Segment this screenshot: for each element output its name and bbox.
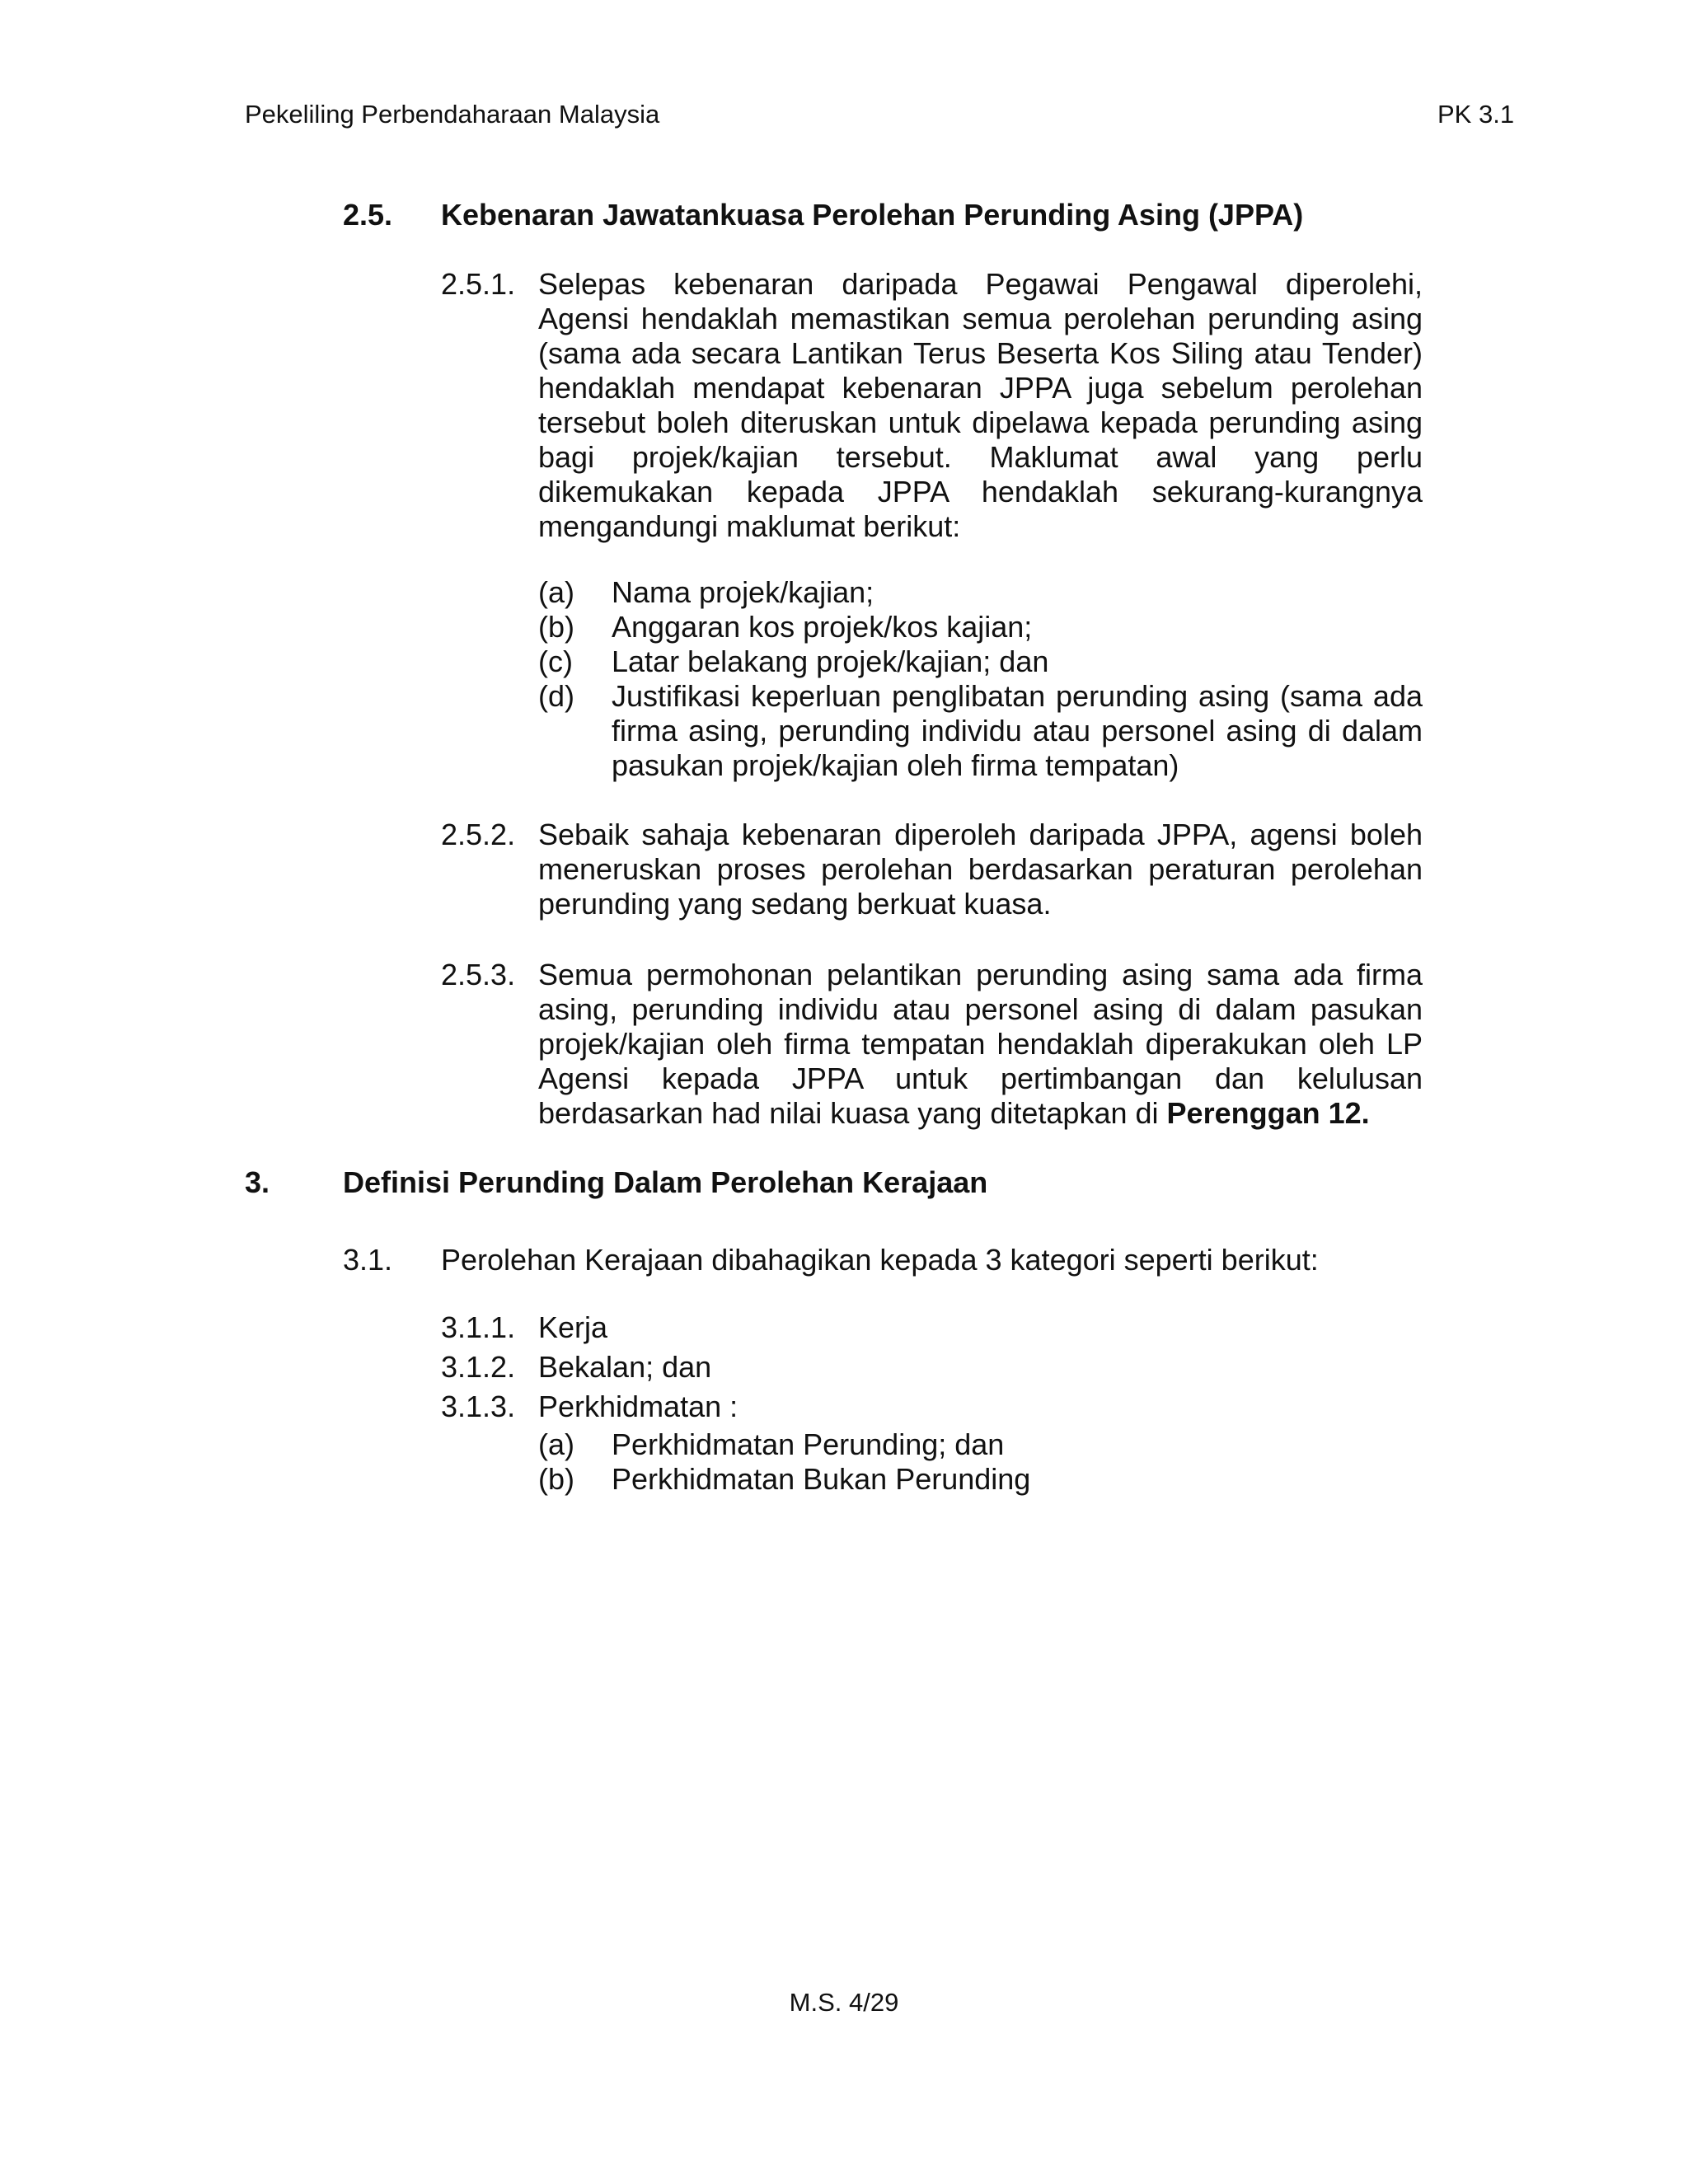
text-line: [538, 1096, 1423, 1131]
paragraph-reference: Perenggan 12.: [1166, 1096, 1370, 1130]
item-text-a: Nama projek/kajian;: [612, 575, 874, 609]
item-text-c: Latar belakang projek/kajian; dan: [612, 644, 1049, 678]
section-2-5-title: Kebenaran Jawatankuasa Perolehan Perunding Asing (JPPA): [441, 198, 1304, 232]
section-3-1-number: 3.1.: [343, 1243, 393, 1277]
text-line: dikemukakan kepada JPPA hendaklah sekurang-kurangnya: [538, 475, 1423, 509]
section-3-1-2-text: Bekalan; dan: [538, 1350, 712, 1384]
sub-item-text-b: Perkhidmatan Bukan Perunding: [612, 1462, 1031, 1496]
section-3-1-text: Perolehan Kerajaan dibahagikan kepada 3 kategori seperti berikut:: [441, 1243, 1319, 1277]
text-line: bagi projek/kajian tersebut. Maklumat awal yang perlu: [538, 440, 1423, 474]
header-title: Pekeliling Perbendaharaan Malaysia: [245, 100, 660, 129]
text-line: mengandungi maklumat berikut:: [538, 509, 961, 543]
section-3-title: Definisi Perunding Dalam Perolehan Kerajaan: [343, 1165, 988, 1199]
item-label-d: (d): [538, 679, 574, 713]
text-line: perunding yang sedang berkuat kuasa.: [538, 887, 1052, 921]
section-3-1-2-number: 3.1.2.: [441, 1350, 516, 1384]
section-2-5-1-number: 2.5.1.: [441, 267, 516, 301]
text-line: projek/kajian oleh firma tempatan hendaklah diperakukan oleh LP: [538, 1027, 1423, 1061]
section-3-1-3-number: 3.1.3.: [441, 1390, 516, 1423]
text-line: Justifikasi keperluan penglibatan perunding asing (sama ada: [612, 679, 1423, 713]
text-line: meneruskan proses perolehan berdasarkan peraturan perolehan: [538, 852, 1423, 886]
text-run: berdasarkan had nilai kuasa yang ditetapkan di: [538, 1096, 1167, 1130]
text-line: Sebaik sahaja kebenaran diperoleh daripada JPPA, agensi boleh: [538, 818, 1423, 851]
item-label-a: (a): [538, 575, 574, 609]
sub-item-label-b: (b): [538, 1462, 574, 1496]
page-number: M.S. 4/29: [789, 1988, 899, 2017]
section-2-5-3-text: [538, 958, 1423, 1131]
header-code: PK 3.1: [1437, 100, 1515, 129]
text-line: firma asing, perunding individu atau personel asing di dalam: [612, 714, 1423, 748]
text-line: (sama ada secara Lantikan Terus Beserta Kos Siling atau Tender): [538, 336, 1423, 370]
section-3-1-1-number: 3.1.1.: [441, 1310, 516, 1344]
section-3-1-3-text: Perkhidmatan :: [538, 1390, 738, 1423]
item-text-d: [612, 679, 1423, 783]
sub-item-text-a: Perkhidmatan Perunding; dan: [612, 1427, 1005, 1461]
section-2-5-2-text: [538, 818, 1423, 921]
text-line: asing, perunding individu atau personel asing di dalam pasukan: [538, 992, 1423, 1026]
item-label-b: (b): [538, 610, 574, 644]
item-label-c: (c): [538, 644, 573, 678]
text-line: Agensi kepada JPPA untuk pertimbangan dan kelulusan: [538, 1062, 1423, 1095]
section-2-5-1-text: [538, 267, 1423, 544]
section-2-5-3-number: 2.5.3.: [441, 958, 516, 991]
text-line: Semua permohonan pelantikan perunding asing sama ada firma: [538, 958, 1423, 991]
text-line: Selepas kebenaran daripada Pegawai Pengawal diperolehi,: [538, 267, 1423, 301]
section-3-number: 3.: [245, 1165, 270, 1199]
section-3-1-1-text: Kerja: [538, 1310, 608, 1344]
text-line: pasukan projek/kajian oleh firma tempatan): [612, 748, 1179, 782]
section-2-5-number: 2.5.: [343, 198, 393, 232]
text-line: hendaklah mendapat kebenaran JPPA juga sebelum perolehan: [538, 371, 1423, 405]
item-text-b: Anggaran kos projek/kos kajian;: [612, 610, 1033, 644]
sub-item-label-a: (a): [538, 1427, 574, 1461]
text-line: tersebut boleh diteruskan untuk dipelawa kepada perunding asing: [538, 405, 1423, 439]
text-line: Agensi hendaklah memastikan semua perolehan perunding asing: [538, 302, 1423, 335]
section-2-5-2-number: 2.5.2.: [441, 818, 516, 851]
